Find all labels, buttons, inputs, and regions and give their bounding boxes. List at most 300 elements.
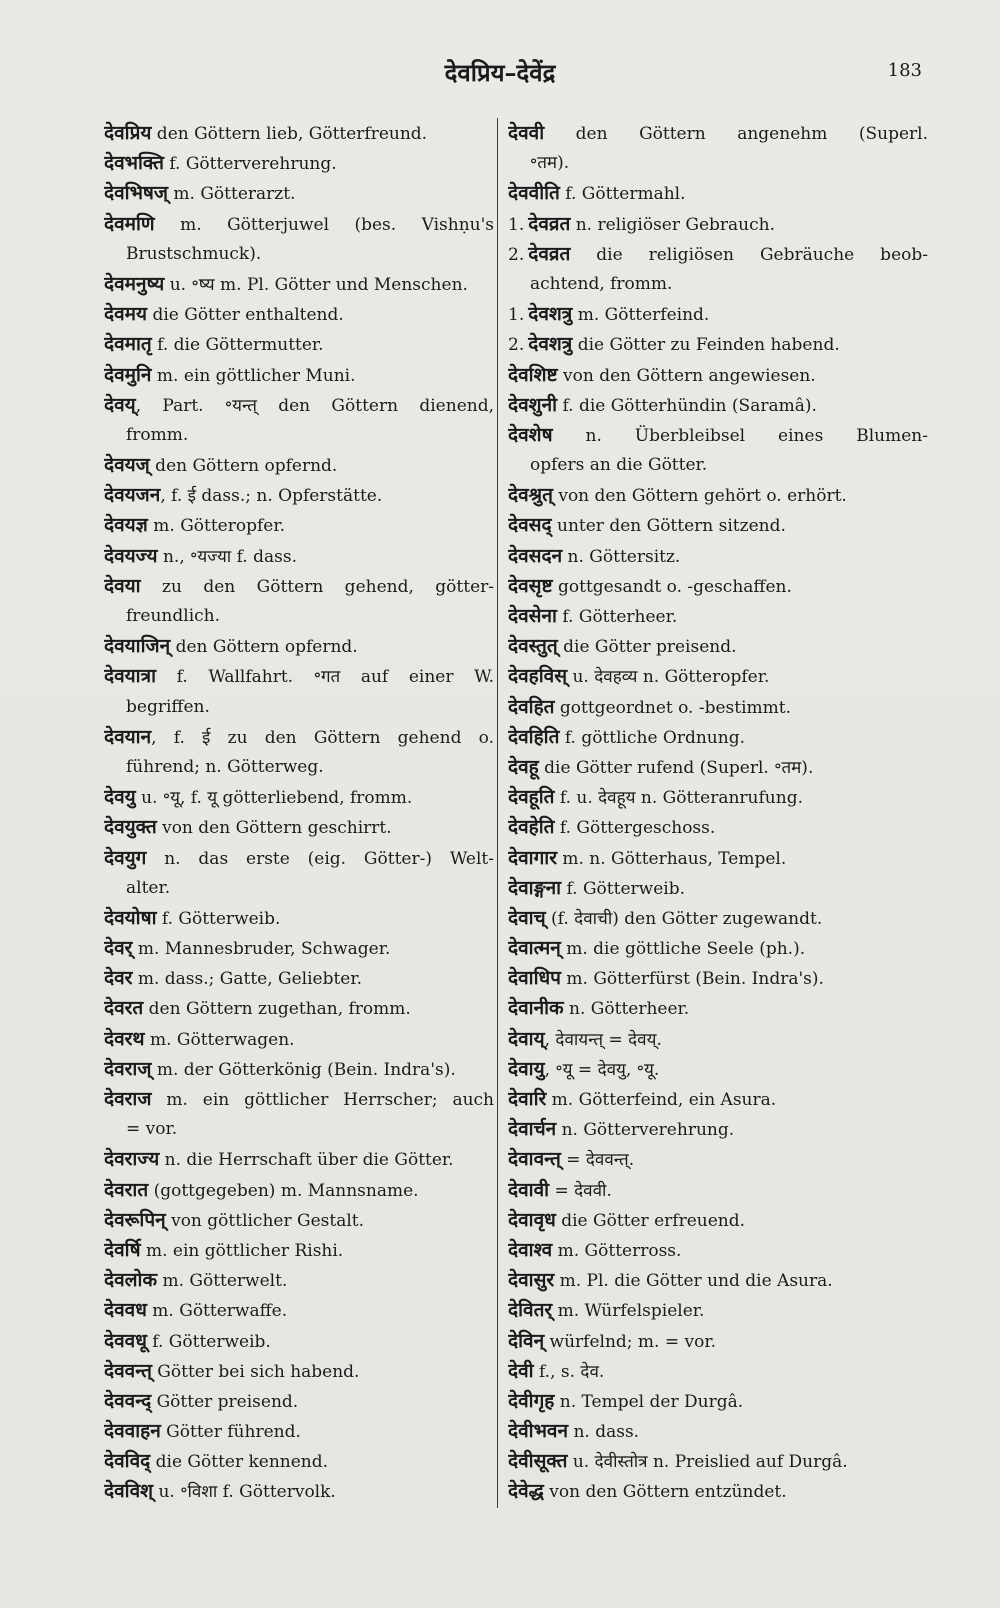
entry-line: [508, 692, 928, 722]
definition-text: n. dass.: [568, 1422, 640, 1443]
headword: देवसदन: [508, 544, 563, 567]
headword: देवावृध: [508, 1208, 556, 1231]
entry-line: [508, 722, 928, 752]
entry-line: [104, 1446, 494, 1476]
headword: देवयुग: [104, 846, 147, 869]
definition-text: die religiösen Gebräuche beob-: [570, 244, 928, 265]
entry-line: [508, 1476, 928, 1506]
entry-line: [508, 661, 928, 691]
dictionary-entry: [508, 1054, 928, 1084]
definition-text: zu den Göttern gehend, götter-: [140, 576, 494, 597]
dictionary-entry: [508, 1386, 928, 1416]
definition-text: u. देवहव्य n. Götteropfer.: [567, 667, 770, 688]
headword: देवीगृह: [508, 1389, 555, 1412]
definition-text: gottgeordnet o. -bestimmt.: [554, 697, 792, 718]
headword: देवशेष: [508, 423, 553, 446]
entry-line: [104, 571, 494, 601]
entry-line: [104, 812, 494, 842]
definition-text: m. Pl. die Götter und die Asura.: [554, 1271, 833, 1292]
dictionary-entry: [104, 993, 494, 1023]
dictionary-entry: [508, 299, 928, 329]
definition-text: von den Göttern angewiesen.: [557, 365, 816, 386]
definition-text: Brustschmuck).: [126, 243, 262, 264]
definition-text: den Göttern opfernd.: [149, 456, 338, 477]
entry-line: [508, 843, 928, 873]
headword: देवयोषा: [104, 906, 157, 929]
headword: देवव्रत: [528, 242, 571, 265]
definition-text: f. Wallfahrt. ॰गत auf einer W.: [156, 667, 494, 688]
dictionary-entry: [508, 752, 928, 782]
definition-text: den Göttern opfernd.: [170, 637, 358, 658]
headword: देवाश्व: [508, 1238, 553, 1261]
headword: देवीभवन: [508, 1420, 569, 1443]
headword: देवितर्: [508, 1299, 553, 1322]
entry-line: [104, 933, 494, 963]
dictionary-entry: [508, 178, 928, 208]
headword: देवरूपिन्: [104, 1208, 166, 1231]
definition-text: (gottgegeben) m. Mannsname.: [148, 1180, 419, 1201]
entry-line: [508, 118, 928, 148]
entry-line: [104, 903, 494, 933]
entry-line: [104, 178, 494, 208]
definition-text: den Göttern angenehm (Superl.: [544, 124, 928, 144]
dictionary-entry: [104, 209, 494, 269]
definition-text: f. die Göttermutter.: [151, 335, 324, 356]
definition-text: n. das erste (eig. Götter-) Welt-: [146, 848, 494, 869]
definition-text: m. ein göttlicher Herrscher; auch: [151, 1090, 494, 1110]
dictionary-entry: [104, 1024, 494, 1054]
headword: देवयाजिन्: [104, 635, 171, 658]
dictionary-entry: [508, 1416, 928, 1446]
definition-text: den Göttern lieb, Götterfreund.: [151, 124, 428, 144]
definition-text: Götter preisend.: [151, 1391, 299, 1412]
definition-text: m. dass.; Gatte, Geliebter.: [132, 969, 363, 990]
dictionary-entry: [104, 269, 494, 299]
running-head: देवप्रिय–देवेंद्र: [444, 58, 556, 87]
headword: देवया: [104, 574, 141, 597]
entry-line: [104, 843, 494, 873]
definition-text: fromm.: [126, 424, 189, 445]
dictionary-entry: [508, 1295, 928, 1325]
dictionary-entry: [508, 510, 928, 540]
headword: देवर्षि: [104, 1238, 141, 1261]
entry-line: [508, 601, 928, 631]
definition-text: m. Götterfeind, ein Asura.: [546, 1090, 777, 1110]
entry-line: [508, 1326, 928, 1356]
dictionary-entry: [104, 722, 494, 782]
definition-text: ॰तम).: [530, 153, 570, 174]
headword: देवाच्: [508, 906, 546, 929]
entry-continuation: [104, 420, 494, 450]
dictionary-entry: [104, 1054, 494, 1084]
dictionary-entry: [508, 420, 928, 480]
headword: देवयान: [104, 725, 152, 748]
entry-line: [104, 1265, 494, 1295]
entry-line: [104, 118, 494, 148]
definition-text: m. Götterwaffe.: [146, 1301, 288, 1322]
definition-text: f. die Götterhündin (Saramâ).: [557, 395, 817, 416]
dictionary-entry: [104, 1326, 494, 1356]
entry-line: [508, 1084, 928, 1114]
definition-text: f. Götterheer.: [556, 607, 678, 627]
entry-line: [104, 1054, 494, 1084]
entry-line: [104, 1476, 494, 1506]
headword: देवावन्त्: [508, 1148, 561, 1171]
entry-line: [508, 873, 928, 903]
definition-text: führend; n. Götterweg.: [126, 756, 324, 777]
headword: देवहूति: [508, 786, 555, 809]
definition-text: achtend, fromm.: [530, 273, 673, 294]
entry-line: [104, 510, 494, 540]
entry-line: [104, 993, 494, 1023]
headword: देवेद्ध: [508, 1480, 544, 1503]
entry-line: [508, 963, 928, 993]
dictionary-entry: [104, 148, 494, 178]
dictionary-entry: [104, 903, 494, 933]
dictionary-entry: [508, 1144, 928, 1174]
entry-continuation: [508, 450, 928, 480]
entry-line: [508, 812, 928, 842]
headword: देवभक्ति: [104, 152, 164, 175]
headword: देवागार: [508, 846, 557, 869]
entry-line: [508, 360, 928, 390]
entry-continuation: [104, 692, 494, 722]
entry-line: [508, 782, 928, 812]
page-header: [0, 56, 1000, 96]
entry-continuation: [104, 873, 494, 903]
dictionary-entry: [508, 873, 928, 903]
entry-line: [104, 541, 494, 571]
entry-line: [508, 752, 928, 782]
dictionary-entry: [104, 1416, 494, 1446]
dictionary-entry: [104, 933, 494, 963]
dictionary-entry: [104, 1144, 494, 1174]
entry-line: [508, 1114, 928, 1144]
definition-text: n. die Herrschaft über die Götter.: [159, 1150, 454, 1171]
headword: देवहविस्: [508, 665, 568, 688]
entry-line: [508, 541, 928, 571]
headword: देवायु: [508, 1057, 545, 1080]
dictionary-entry: [508, 661, 928, 691]
entry-line: [508, 571, 928, 601]
entry-line: [508, 299, 928, 329]
entry-line: [508, 1446, 928, 1476]
headword: देवयु: [104, 786, 136, 809]
dictionary-entry: [508, 1024, 928, 1054]
headword: देवस्तुत्: [508, 635, 558, 658]
entry-line: [104, 360, 494, 390]
headword: देवर: [104, 967, 133, 990]
headword: देवलोक: [104, 1269, 158, 1292]
definition-text: die Götter zu Feinden habend.: [572, 335, 840, 356]
entry-line: [104, 299, 494, 329]
headword: देवहू: [508, 755, 539, 778]
headword: देवशत्रु: [528, 303, 573, 326]
dictionary-entry: [508, 239, 928, 299]
headword: देवासुर: [508, 1269, 555, 1292]
entry-line: [104, 148, 494, 178]
definition-text: m. Götterarzt.: [168, 184, 296, 205]
dictionary-entry: [104, 450, 494, 480]
dictionary-entry: [508, 1084, 928, 1114]
dictionary-entry: [508, 601, 928, 631]
dictionary-entry: [508, 1235, 928, 1265]
dictionary-entry: [508, 963, 928, 993]
headword: देवमुनि: [104, 363, 152, 386]
definition-text: = vor.: [126, 1119, 178, 1140]
definition-text: m. Götterwelt.: [157, 1271, 288, 1292]
headword: देवानीक: [508, 997, 564, 1020]
dictionary-entry: [508, 722, 928, 752]
dictionary-entry: [104, 541, 494, 571]
headword: देवरात: [104, 1178, 149, 1201]
headword: देवमनुष्य: [104, 272, 165, 295]
entry-line: [104, 963, 494, 993]
definition-text: n., ॰यज्या f. dass.: [157, 546, 297, 567]
headword: देवार्चन: [508, 1118, 557, 1141]
entry-line: [508, 239, 928, 269]
headword: देवशिष्ट: [508, 363, 558, 386]
definition-text: , ॰यू = देवयु, ॰यू.: [544, 1059, 660, 1080]
definition-text: von den Göttern entzündet.: [543, 1482, 787, 1503]
entry-continuation: [104, 752, 494, 782]
entry-line: [104, 1295, 494, 1325]
entry-continuation: [104, 239, 494, 269]
homonym-number: 2.: [508, 244, 525, 265]
entry-line: [104, 661, 494, 691]
dictionary-entry: [508, 993, 928, 1023]
dictionary-entry: [508, 933, 928, 963]
definition-text: f. Göttergeschoss.: [554, 818, 716, 839]
dictionary-entry: [508, 1205, 928, 1235]
entry-line: [104, 782, 494, 812]
dictionary-entry: [508, 843, 928, 873]
definition-text: m. Würfelspieler.: [552, 1301, 705, 1322]
dictionary-entry: [508, 903, 928, 933]
dictionary-entry: [508, 1356, 928, 1386]
left-column: [104, 118, 494, 1507]
column-divider: [497, 118, 498, 1508]
entry-line: [104, 1326, 494, 1356]
entry-line: [104, 1024, 494, 1054]
headword: देवशत्रु: [528, 333, 573, 356]
dictionary-entry: [508, 812, 928, 842]
dictionary-entry: [508, 360, 928, 390]
headword: देवशुनी: [508, 393, 558, 416]
headword: देवीसूक्त: [508, 1450, 568, 1473]
definition-text: n. Überbleibsel eines Blumen-: [552, 425, 928, 446]
dictionary-entry: [104, 1295, 494, 1325]
headword: देवात्मन्: [508, 937, 561, 960]
entry-line: [508, 329, 928, 359]
entry-line: [508, 1205, 928, 1235]
dictionary-entry: [104, 812, 494, 842]
entry-line: [508, 390, 928, 420]
entry-line: [104, 329, 494, 359]
definition-text: , Part. ॰यन्त् den Göttern dienend,: [135, 395, 494, 416]
definition-text: u. देवीस्तोत्र n. Preislied auf Durgâ.: [567, 1452, 848, 1473]
dictionary-entry: [508, 390, 928, 420]
definition-text: opfers an die Götter.: [530, 455, 708, 476]
headword: देववध: [104, 1299, 147, 1322]
definition-text: f. Götterverehrung.: [163, 154, 337, 175]
headword: देवयज्: [104, 454, 150, 477]
definition-text: m. Götteropfer.: [147, 516, 285, 537]
entry-line: [508, 1265, 928, 1295]
dictionary-entry: [508, 631, 928, 661]
headword: देवयुक्त: [104, 816, 157, 839]
entry-line: [508, 510, 928, 540]
dictionary-entry: [104, 360, 494, 390]
headword: देवव्रत: [528, 212, 571, 235]
headword: देवमय: [104, 303, 148, 326]
dictionary-entry: [104, 963, 494, 993]
headword: देवविद्: [104, 1450, 151, 1473]
headword: देवमातृ: [104, 333, 152, 356]
definition-text: m. Mannesbruder, Schwager.: [132, 939, 391, 960]
right-column: [508, 118, 928, 1507]
entry-line: [508, 209, 928, 239]
entry-line: [104, 1356, 494, 1386]
dictionary-entry: [104, 118, 494, 148]
dictionary-entry: [104, 1386, 494, 1416]
homonym-number: 1.: [508, 305, 525, 326]
headword: देवर्: [104, 937, 133, 960]
entry-continuation: [508, 269, 928, 299]
entry-line: [508, 1235, 928, 1265]
headword: देवमणि: [104, 212, 155, 235]
definition-text: m. Götterross.: [552, 1240, 682, 1261]
definition-text: , f. ई zu den Göttern gehend o.: [151, 727, 494, 748]
entry-line: [508, 1054, 928, 1084]
entry-line: [508, 480, 928, 510]
definition-text: f. u. देवहूय n. Götteranrufung.: [554, 788, 803, 809]
definition-text: u. ॰विशा f. Göttervolk.: [153, 1482, 336, 1503]
dictionary-entry: [104, 1356, 494, 1386]
definition-text: f. göttliche Ordnung.: [559, 727, 745, 748]
homonym-number: 1.: [508, 214, 525, 235]
entry-line: [104, 1144, 494, 1174]
definition-text: u. ॰यू, f. यू götterliebend, fromm.: [135, 788, 413, 809]
entry-continuation: [508, 148, 928, 178]
headword: देववी: [508, 122, 545, 144]
definition-text: n. Tempel der Durgâ.: [554, 1391, 744, 1412]
entry-line: [508, 993, 928, 1023]
headword: देवयात्रा: [104, 665, 157, 688]
dictionary-entry: [104, 1265, 494, 1295]
dictionary-entry: [508, 1326, 928, 1356]
entry-line: [508, 903, 928, 933]
definition-text: die Götter kennend.: [150, 1452, 329, 1473]
dictionary-entry: [508, 118, 928, 178]
dictionary-entry: [508, 571, 928, 601]
headword: देवराज: [104, 1088, 152, 1110]
definition-text: die Götter preisend.: [557, 637, 737, 658]
entry-line: [508, 178, 928, 208]
headword: देवयजन: [104, 484, 161, 507]
definition-text: alter.: [126, 877, 171, 898]
dictionary-entry: [508, 1265, 928, 1295]
definition-text: von göttlicher Gestalt.: [165, 1210, 365, 1231]
dictionary-entry: [104, 299, 494, 329]
definition-text: m. n. Götterhaus, Tempel.: [556, 848, 787, 869]
entry-line: [508, 631, 928, 661]
headword: देवय्: [104, 393, 136, 416]
dictionary-entry: [104, 1235, 494, 1265]
headword: देवहिति: [508, 725, 560, 748]
entry-line: [104, 1235, 494, 1265]
headword: देववन्द्: [104, 1389, 152, 1412]
headword: देवश्रुत्: [508, 484, 553, 507]
headword: देवावी: [508, 1178, 550, 1201]
dictionary-entry: [508, 692, 928, 722]
entry-line: [104, 1175, 494, 1205]
entry-continuation: [104, 601, 494, 631]
headword: देवराज्य: [104, 1148, 160, 1171]
dictionary-entry: [104, 1476, 494, 1506]
definition-text: unter den Göttern sitzend.: [551, 516, 786, 537]
headword: देवहेति: [508, 816, 555, 839]
definition-text: die Götter erfreuend.: [555, 1210, 745, 1231]
headword: देववीति: [508, 182, 560, 205]
definition-text: die Götter rufend (Superl. ॰तम).: [538, 757, 814, 778]
definition-text: f. Götterweib.: [146, 1331, 271, 1352]
headword: देवरत: [104, 997, 144, 1020]
dictionary-entry: [104, 480, 494, 510]
definition-text: f., s. देव.: [533, 1361, 605, 1382]
headword: देवरथ: [104, 1027, 145, 1050]
headword: देविन्: [508, 1329, 545, 1352]
entry-line: [508, 1295, 928, 1325]
entry-line: [104, 722, 494, 752]
definition-text: freundlich.: [126, 606, 221, 626]
definition-text: Götter führend.: [160, 1422, 301, 1443]
headword: देवराज्: [104, 1057, 152, 1080]
entry-line: [104, 1205, 494, 1235]
definition-text: , देवायन्त् = देवय्.: [544, 1029, 662, 1050]
entry-line: [104, 450, 494, 480]
definition-text: (f. देवाची) den Götter zugewandt.: [545, 908, 823, 929]
headword: देवयज्ञ: [104, 514, 148, 537]
entry-line: [508, 1386, 928, 1416]
headword: देवारि: [508, 1088, 547, 1110]
dictionary-entry: [508, 209, 928, 239]
dictionary-entry: [508, 480, 928, 510]
definition-text: = देववन्त्.: [560, 1150, 635, 1171]
definition-text: gottgesandt o. -geschaffen.: [552, 576, 792, 597]
dictionary-entry: [508, 782, 928, 812]
dictionary-entry: [104, 390, 494, 450]
definition-text: n. Götterheer.: [563, 999, 690, 1020]
dictionary-entry: [104, 178, 494, 208]
definition-text: Götter bei sich habend.: [151, 1361, 360, 1382]
definition-text: m. Götterfeind.: [572, 305, 710, 326]
entry-line: [508, 1144, 928, 1174]
definition-text: die Götter enthaltend.: [147, 305, 344, 326]
definition-text: von den Göttern gehört o. erhört.: [552, 486, 847, 507]
dictionary-entry: [508, 541, 928, 571]
entry-line: [508, 1024, 928, 1054]
entry-line: [104, 631, 494, 661]
headword: देवविश्: [104, 1480, 154, 1503]
definition-text: n. Göttersitz.: [562, 546, 681, 567]
dictionary-entry: [104, 1084, 494, 1144]
headword: देववन्त्: [104, 1359, 152, 1382]
dictionary-entry: [508, 329, 928, 359]
dictionary-entry: [104, 843, 494, 903]
definition-text: m. Götterwagen.: [144, 1029, 295, 1050]
definition-text: begriffen.: [126, 696, 210, 717]
